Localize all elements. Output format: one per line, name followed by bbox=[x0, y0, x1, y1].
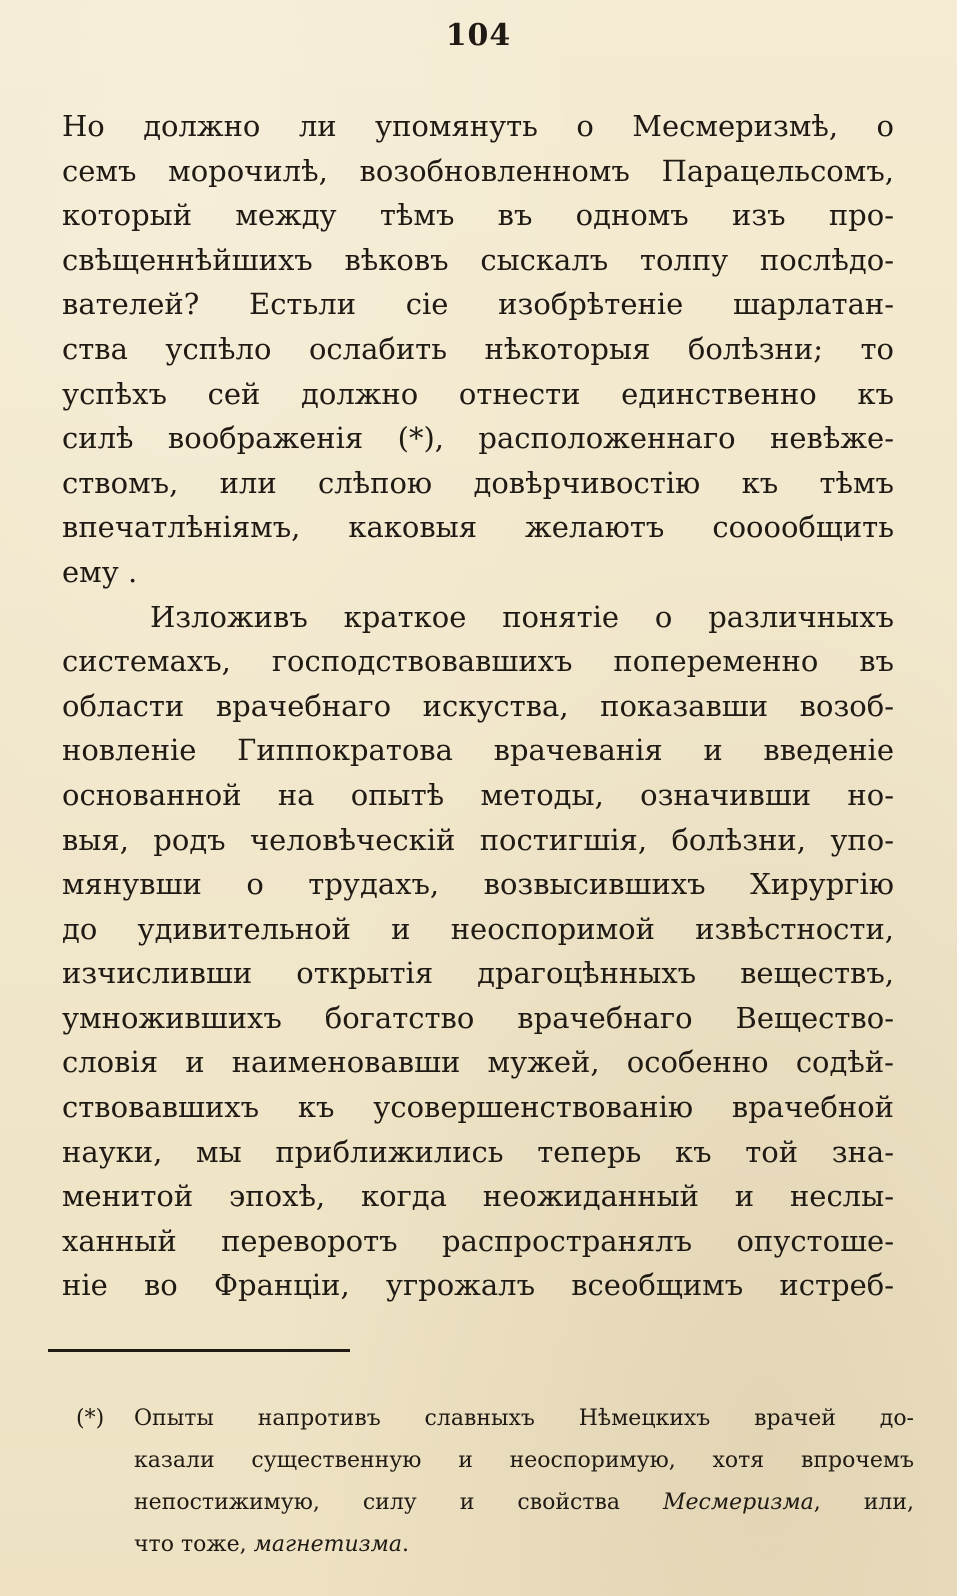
text-line: который между тѣмъ въ одномъ изъ про- bbox=[62, 198, 894, 233]
text-line: области врачебнаго искуства, показавши возоб- bbox=[62, 688, 894, 723]
footnote-divider bbox=[48, 1349, 350, 1352]
footnote-text: , или, bbox=[813, 1490, 915, 1515]
text-line: ствомъ, или слѣпою довѣрчивостію къ тѣмъ bbox=[62, 465, 894, 500]
text-line: ствовавшихъ къ усовершенствованію врачебной bbox=[62, 1090, 894, 1125]
text-line: ства успѣло ослабить нѣкоторыя болѣзни; то bbox=[62, 331, 894, 366]
text-line: свѣщеннѣйшихъ вѣковъ сыскалъ толпу послѣдо- bbox=[62, 242, 894, 277]
text-line: вателей? Естьли сіе изобрѣтеніе шарлатан- bbox=[62, 287, 894, 322]
text-line: Но должно ли упомянуть о Месмеризмѣ, о bbox=[62, 109, 894, 143]
text-line: ханный переворотъ распространялъ опустоше- bbox=[62, 1223, 894, 1258]
footnote-line bbox=[76, 1398, 914, 1440]
text-line: впечатлѣніямъ, каковыя желаютъ сооообщить bbox=[62, 510, 894, 545]
text-line: семъ морочилѣ, возобновленномъ Парацельсомъ, bbox=[62, 153, 894, 188]
footnote-text: непостижимую, силу и свойства bbox=[134, 1490, 663, 1515]
text-line: основанной на опытѣ методы, означивши но- bbox=[62, 777, 894, 812]
italic-term: Месмеризма bbox=[663, 1490, 814, 1515]
text-line: ему . bbox=[62, 554, 138, 589]
footnote-text: что тоже, bbox=[134, 1532, 254, 1557]
text-line: успѣхъ сей должно отнести единственно къ bbox=[62, 376, 894, 411]
text-line: до удивительной и неоспоримой извѣстности, bbox=[62, 911, 894, 946]
text-line: словія и наименовавши мужей, особенно содѣй- bbox=[62, 1045, 894, 1080]
text-line: менитой эпохѣ, когда неожиданный и неслы- bbox=[62, 1179, 894, 1214]
text-line: науки, мы приближились теперь къ той зна- bbox=[62, 1134, 894, 1169]
footnote-line: казали существенную и неоспоримую, хотя впрочемъ bbox=[134, 1448, 914, 1473]
text-line: изчисливши открытія драгоцѣнныхъ веществъ, bbox=[62, 956, 894, 991]
text-line: выя, родъ человѣческій постигшія, болѣзни, упо- bbox=[62, 822, 894, 857]
text-line: умножившихъ богатство врачебнаго Вещество- bbox=[62, 1000, 894, 1035]
text-line: мянувши о трудахъ, возвысившихъ Хирургію bbox=[62, 867, 894, 902]
footnote bbox=[76, 1398, 914, 1566]
footnote-line bbox=[76, 1482, 914, 1524]
footnote-text: . bbox=[402, 1532, 409, 1557]
italic-term: магнетизма bbox=[253, 1532, 402, 1557]
footnote-line bbox=[76, 1524, 914, 1566]
text-line: новленіе Гиппократова врачеванія и введеніе bbox=[62, 733, 894, 768]
page-number: 104 bbox=[445, 18, 512, 53]
text-line: ніе во Франціи, угрожалъ всеобщимъ истреб- bbox=[62, 1268, 894, 1303]
footnote-text: Опыты напротивъ славныхъ Нѣмецкихъ врачей до- bbox=[134, 1406, 914, 1431]
main-text bbox=[62, 104, 894, 1308]
text-line: системахъ, господствовавшихъ попеременно въ bbox=[62, 644, 894, 679]
text-line: Изложивъ краткое понятіе о различныхъ bbox=[150, 599, 894, 634]
text-line: силѣ воображенія (*), расположеннаго невѣже- bbox=[62, 421, 894, 456]
footnote-marker: (*) bbox=[76, 1406, 105, 1431]
